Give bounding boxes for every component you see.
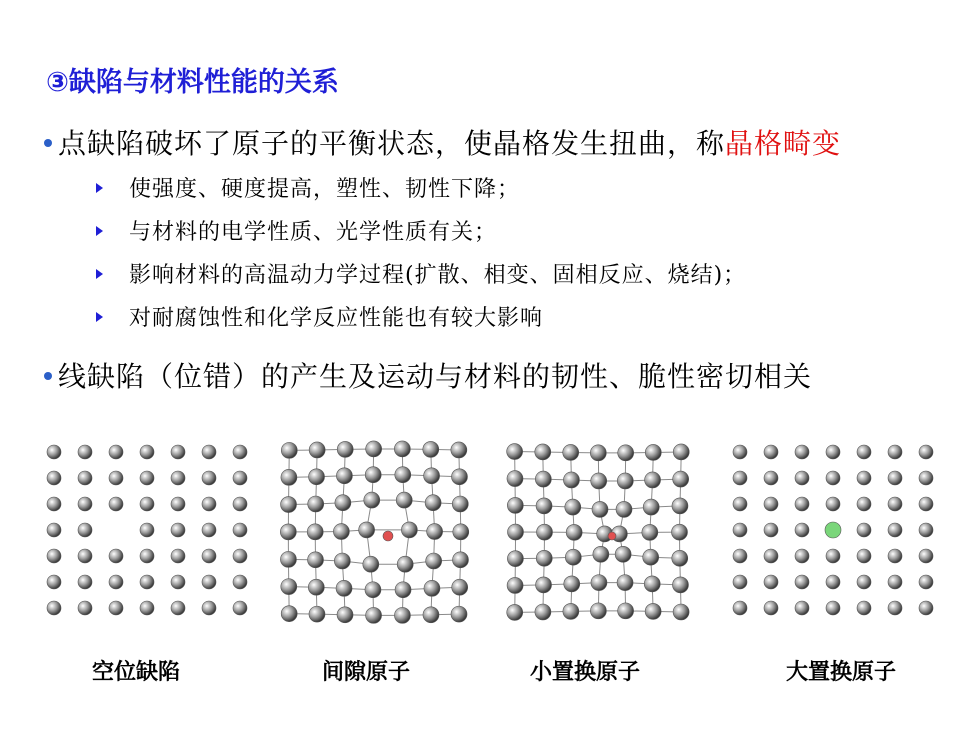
lattice-atom	[202, 523, 216, 537]
lattice-atom	[140, 575, 154, 589]
lattice-atom	[78, 575, 92, 589]
lattice-atom	[888, 549, 902, 563]
lattice-atom	[764, 445, 778, 459]
lattice-atom	[395, 582, 411, 598]
arrow-bullet-icon	[96, 269, 103, 279]
lattice-atom	[171, 575, 185, 589]
lattice-atom	[452, 579, 468, 595]
lattice-atom	[78, 601, 92, 615]
lattice-atom	[508, 524, 524, 540]
lattice-atom	[507, 604, 523, 620]
lattice-atom	[591, 473, 607, 489]
lattice-atom	[365, 582, 381, 598]
lattice-atom	[826, 497, 840, 511]
lattice-atom	[451, 442, 467, 458]
lattice-atom	[47, 523, 61, 537]
lattice-atom	[308, 552, 324, 568]
lattice-atom	[826, 575, 840, 589]
lattice-atom	[309, 469, 325, 485]
small-substitution-atom	[608, 532, 616, 540]
lattice-atom	[424, 468, 440, 484]
lattice-atom	[643, 549, 659, 565]
lattice-atom	[645, 472, 661, 488]
lattice-atom	[423, 441, 439, 457]
sub-item	[96, 172, 520, 203]
lattice-atom	[365, 467, 381, 483]
lattice-atom	[78, 549, 92, 563]
lattice-atom	[426, 553, 442, 569]
lattice-atom	[764, 523, 778, 537]
lattice-atom	[615, 546, 631, 562]
lattice-atom	[281, 606, 297, 622]
lattice-atom	[507, 471, 523, 487]
lattice-atom	[888, 445, 902, 459]
lattice-atom	[140, 445, 154, 459]
arrow-bullet-icon	[96, 183, 103, 193]
sub-item	[96, 215, 497, 246]
lattice-atom	[590, 603, 606, 619]
lattice-atom	[590, 445, 606, 461]
lattice-atom	[171, 471, 185, 485]
large-substitution-atom	[825, 522, 841, 538]
lattice-atom	[643, 499, 659, 515]
lattice-atom	[673, 604, 689, 620]
lattice-atom	[565, 499, 581, 515]
lattice-atom	[424, 580, 440, 596]
small-substitution-lattice-figure	[500, 438, 696, 630]
lattice-atom	[618, 603, 634, 619]
arrow-bullet-icon	[96, 226, 103, 236]
lattice-atom	[536, 550, 552, 566]
lattice-atom	[857, 523, 871, 537]
lattice-atom	[507, 551, 523, 567]
lattice-atom	[857, 601, 871, 615]
lattice-atom	[363, 556, 379, 572]
lattice-atom	[233, 471, 247, 485]
lattice-atom	[171, 523, 185, 537]
lattice-atom	[451, 469, 467, 485]
slide-title: ③缺陷与材料性能的关系	[46, 67, 339, 98]
caption-vacancy: 空位缺陷	[92, 660, 181, 685]
lattice-atom	[592, 501, 608, 517]
lattice-atom	[280, 524, 296, 540]
lattice-atom	[336, 468, 352, 484]
lattice-atom	[564, 576, 580, 592]
lattice-atom	[425, 495, 441, 511]
lattice-atom	[364, 492, 380, 508]
point-defect-text: 点缺陷破坏了原子的平衡状态，使晶格发生扭曲，称	[58, 127, 726, 160]
caption-small-substitution: 小置换原子	[530, 660, 641, 685]
lattice-atom	[535, 604, 551, 620]
lattice-atom	[535, 444, 551, 460]
lattice-atom	[202, 575, 216, 589]
lattice-atom	[233, 497, 247, 511]
lattice-atom	[47, 601, 61, 615]
lattice-atom	[109, 575, 123, 589]
lattice-atom	[563, 444, 579, 460]
lattice-atom	[337, 441, 353, 457]
lattice-atom	[919, 601, 933, 615]
lattice-atom	[453, 524, 469, 540]
lattice-atom	[673, 444, 689, 460]
lattice-atom	[673, 471, 689, 487]
lattice-atom	[764, 497, 778, 511]
lattice-atom	[733, 445, 747, 459]
lattice-atom	[78, 497, 92, 511]
lattice-atom	[452, 496, 468, 512]
lattice-atom	[919, 575, 933, 589]
lattice-atom	[888, 523, 902, 537]
bullet-dot-icon	[44, 139, 52, 147]
lattice-atom	[826, 445, 840, 459]
vacancy-lattice-figure	[44, 438, 252, 626]
lattice-atom	[140, 523, 154, 537]
lattice-atom	[764, 549, 778, 563]
lattice-atom	[645, 444, 661, 460]
caption-large-substitution: 大置换原子	[786, 660, 897, 685]
lattice-atom	[795, 471, 809, 485]
lattice-atom	[733, 549, 747, 563]
lattice-atom	[888, 575, 902, 589]
lattice-atom	[309, 442, 325, 458]
lattice-atom	[764, 575, 778, 589]
lattice-atom	[78, 445, 92, 459]
lattice-atom	[795, 549, 809, 563]
lattice-atom	[919, 497, 933, 511]
lattice-atom	[366, 607, 382, 623]
lattice-atom	[857, 445, 871, 459]
lattice-atom	[642, 524, 658, 540]
lattice-atom	[395, 467, 411, 483]
sub-item-text: 对耐腐蚀性和化学反应性能也有较大影响	[129, 306, 544, 331]
lattice-atom	[47, 445, 61, 459]
lattice-atom	[202, 549, 216, 563]
lattice-atom	[857, 575, 871, 589]
lattice-atom	[616, 501, 632, 517]
lattice-atom	[281, 442, 297, 458]
lattice-atom	[733, 523, 747, 537]
lattice-atom	[140, 601, 154, 615]
lattice-atom	[795, 575, 809, 589]
lattice-atom	[857, 471, 871, 485]
lattice-atom	[308, 496, 324, 512]
lattice-atom	[47, 471, 61, 485]
lattice-atom	[857, 497, 871, 511]
lattice-atom	[733, 497, 747, 511]
lattice-atom	[826, 601, 840, 615]
caption-interstitial: 间隙原子	[322, 660, 411, 685]
lattice-atom	[617, 473, 633, 489]
lattice-atom	[826, 471, 840, 485]
lattice-atom	[507, 444, 523, 460]
lattice-atom	[171, 601, 185, 615]
lattice-atom	[566, 524, 582, 540]
lattice-atom	[672, 577, 688, 593]
lattice-atom	[919, 471, 933, 485]
lattice-atom	[672, 550, 688, 566]
large-substitution-lattice-figure	[728, 438, 940, 626]
lattice-atom	[47, 549, 61, 563]
lattice-atom	[888, 601, 902, 615]
lattice-atom	[427, 524, 443, 540]
lattice-atom	[618, 445, 634, 461]
lattice-atom	[280, 551, 296, 567]
sub-item-text: 与材料的电学性质、光学性质有关；	[129, 220, 498, 245]
lattice-atom	[233, 445, 247, 459]
lattice-atom	[396, 492, 412, 508]
line-defect-text: 线缺陷（位错）的产生及运动与材料的韧性、脆性密切相关	[58, 360, 813, 393]
lattice-atom	[202, 445, 216, 459]
point-defect-bullet	[44, 122, 841, 162]
lattice-atom	[795, 601, 809, 615]
lattice-atom	[109, 601, 123, 615]
lattice-atom	[366, 441, 382, 457]
sub-item	[96, 258, 746, 289]
lattice-atom	[308, 579, 324, 595]
lattice-atom	[563, 603, 579, 619]
lattice-atom	[672, 498, 688, 514]
lattice-atom	[617, 575, 633, 591]
lattice-atom	[171, 445, 185, 459]
lattice-atom	[335, 495, 351, 511]
lattice-atom	[593, 546, 609, 562]
lattice-atom	[591, 575, 607, 591]
lattice-atom	[336, 580, 352, 596]
lattice-atom	[202, 497, 216, 511]
lattice-atom	[451, 606, 467, 622]
interstitial-atom	[383, 531, 393, 541]
lattice-atom	[537, 524, 553, 540]
lattice-atom	[233, 523, 247, 537]
lattice-atom	[171, 549, 185, 563]
lattice-atom	[764, 471, 778, 485]
lattice-atom	[536, 577, 552, 593]
lattice-atom	[109, 549, 123, 563]
lattice-atom	[233, 575, 247, 589]
lattice-atom	[764, 601, 778, 615]
lattice-atom	[359, 522, 375, 538]
lattice-atom	[919, 445, 933, 459]
lattice-atom	[78, 471, 92, 485]
lattice-atom	[563, 472, 579, 488]
lattice-atom	[307, 524, 323, 540]
sub-item	[96, 301, 543, 332]
lattice-atom	[452, 552, 468, 568]
lattice-atom	[281, 469, 297, 485]
lattice-atom	[394, 607, 410, 623]
lattice-atom	[795, 523, 809, 537]
lattice-atom	[397, 556, 413, 572]
lattice-atom	[78, 523, 92, 537]
lattice-atom	[733, 575, 747, 589]
lattice-atom	[394, 441, 410, 457]
line-defect-bullet	[44, 355, 812, 395]
bullet-dot-icon	[44, 372, 52, 380]
lattice-atom	[140, 549, 154, 563]
interstitial-lattice-figure	[276, 438, 476, 630]
sub-item-text: 使强度、硬度提高，塑性、韧性下降；	[129, 177, 521, 202]
lattice-atom	[507, 497, 523, 513]
lattice-atom	[733, 601, 747, 615]
lattice-atom	[333, 524, 349, 540]
lattice-atom	[795, 445, 809, 459]
lattice-atom	[171, 497, 185, 511]
lattice-atom	[47, 575, 61, 589]
lattice-atom	[826, 549, 840, 563]
lattice-atom	[644, 576, 660, 592]
lattice-atom	[888, 497, 902, 511]
lattice-atom	[565, 549, 581, 565]
lattice-atom	[536, 498, 552, 514]
lattice-atom	[309, 606, 325, 622]
lattice-atom	[337, 607, 353, 623]
lattice-atom	[857, 549, 871, 563]
lattice-atom	[281, 497, 297, 513]
lattice-atom	[888, 471, 902, 485]
lattice-atom	[202, 471, 216, 485]
arrow-bullet-icon	[96, 312, 103, 322]
lattice-atom	[671, 524, 687, 540]
lattice-atom	[507, 577, 523, 593]
lattice-atom	[423, 607, 439, 623]
lattice-atom	[281, 579, 297, 595]
lattice-atom	[233, 601, 247, 615]
lattice-atom	[919, 523, 933, 537]
lattice-atom	[202, 601, 216, 615]
lattice-atom	[47, 497, 61, 511]
lattice-atom	[233, 549, 247, 563]
lattice-atom	[109, 497, 123, 511]
lattice-atom	[109, 445, 123, 459]
lattice-atom	[140, 497, 154, 511]
lattice-atom	[109, 471, 123, 485]
lattice-atom	[401, 522, 417, 538]
lattice-distortion-highlight: 晶格畸变	[725, 127, 842, 160]
lattice-atom	[645, 603, 661, 619]
lattice-atom	[795, 497, 809, 511]
lattice-atom	[140, 471, 154, 485]
lattice-atom	[733, 471, 747, 485]
lattice-atom	[334, 553, 350, 569]
sub-item-text: 影响材料的高温动力学过程(扩散、相变、固相反应、烧结)；	[129, 263, 747, 288]
lattice-atom	[919, 549, 933, 563]
lattice-atom	[535, 471, 551, 487]
